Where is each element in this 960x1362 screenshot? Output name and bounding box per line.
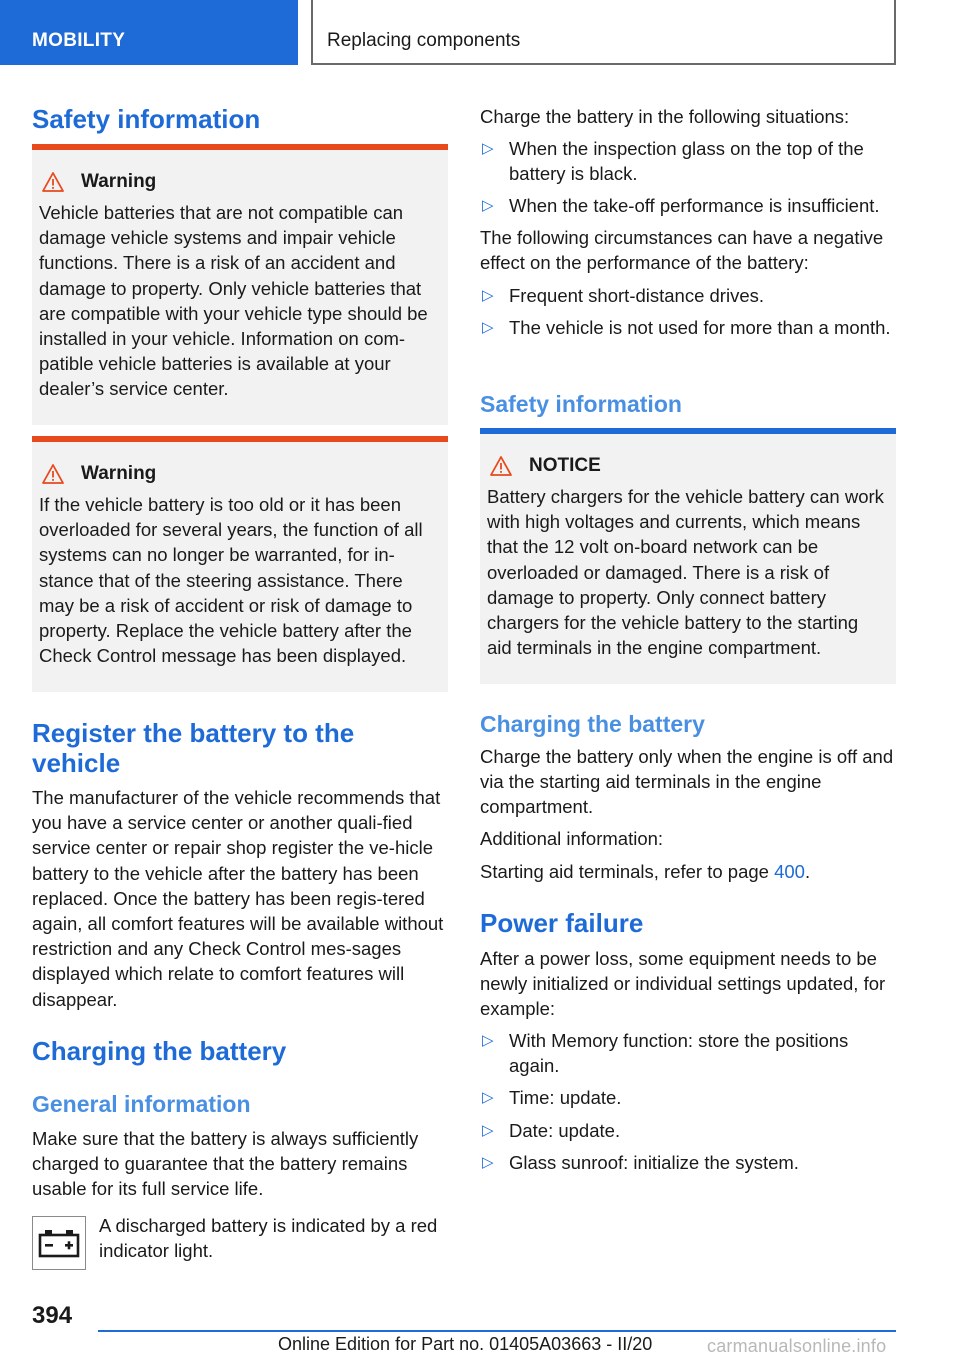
charging-battery-subheading: Charging the battery: [480, 711, 705, 737]
charge-situations-intro: Charge the battery in the following situations:: [480, 106, 850, 127]
circumstances-list: [480, 283, 900, 347]
charging-battery-heading: Charging the battery: [32, 1036, 287, 1066]
notice-text: Battery chargers for the vehicle battery can work with high voltages and currents, which means that the 12 volt on-board network can be overloaded or damaged. There is a risk of damage to property. Only connect battery chargers for the vehicle battery to the starting aid terminals in the engine compartment.: [487, 486, 884, 659]
safety-information-heading: Safety information: [32, 104, 261, 134]
list-item: ▷ Date: update.: [480, 1118, 900, 1143]
safety-information-subheading: Safety information: [480, 391, 682, 417]
list-item: ▷ The vehicle is not used for more than a month.: [480, 315, 900, 340]
footer-divider: [98, 1330, 896, 1332]
charging-battery-text: Charge the battery only when the engine is off and via the starting aid terminals in the engine compartment.: [480, 746, 894, 818]
bullet-triangle-icon: ▷: [482, 1121, 494, 1139]
general-information-text: Make sure that the battery is always sufficiently charged to guarantee that the battery remains usable for its full service life.: [32, 1128, 419, 1200]
warning-box-compatibility: [32, 144, 448, 425]
charge-situations-list: [480, 136, 900, 226]
section-tab-mobility: MOBILITY: [0, 0, 298, 65]
general-information-heading: General information: [32, 1091, 251, 1117]
bullet-triangle-icon: ▷: [482, 1153, 494, 1171]
warning-title: Warning: [39, 462, 440, 486]
power-failure-text: After a power loss, some equipment needs to be newly initialized or individual settings updated, for example:: [480, 948, 886, 1020]
bullet-triangle-icon: ▷: [482, 1089, 494, 1107]
bullet-triangle-icon: ▷: [482, 140, 494, 157]
list-item: ▷ When the inspection glass on the top of the battery is black.: [482, 138, 864, 185]
warning-box-battery-age: [32, 436, 448, 692]
bullet-triangle-icon: ▷: [482, 197, 494, 215]
warning-text: If the vehicle battery is too old or it has been overloaded for several years, the function of all systems can no longer be warranted, for in-stance that of the steering assistance. There may be a risk of accident or risk of damage to property. Replace the vehicle battery after the Check Control message has been displayed.: [39, 494, 423, 667]
register-battery-text: The manufacturer of the vehicle recommends that you have a service center or another quali-fied service center or repair shop register the ve-hicle battery to the vehicle after the battery has been replaced. Once the battery has been regis-tered again, all comfort features will be available without restriction and any Check Control mes-sages displayed which relate to comfort features will disappear.: [32, 787, 444, 1010]
indicator-light-text: A discharged battery is indicated by a red indicator light.: [99, 1215, 438, 1262]
list-item: ▷ When the take-off performance is insufficient.: [480, 193, 900, 218]
chapter-title: Replacing components: [311, 0, 896, 65]
battery-indicator-icon: [32, 1216, 86, 1270]
list-item: ▷ Glass sunroof: initialize the system.: [480, 1150, 900, 1175]
watermark: carmanualsonline.info: [707, 1336, 887, 1356]
bullet-triangle-icon: ▷: [482, 1032, 494, 1049]
warning-text: Vehicle batteries that are not compatible can damage vehicle systems and impair vehicle functions. There is a risk of an accident and damage to property. Only vehicle batteries that are compatible with your vehicle type should be installed in your vehicle. Information on com-patible vehicle batteries is available at your dealer’s service center.: [39, 202, 428, 400]
register-battery-heading: Register the battery to the vehicle: [32, 718, 355, 778]
list-item: ▷ With Memory function: store the positions again.: [482, 1030, 849, 1077]
power-failure-heading: Power failure: [480, 908, 644, 938]
bullet-triangle-icon: ▷: [482, 287, 494, 304]
online-edition-text: Online Edition for Part no. 01405A03663 - II/20: [278, 1334, 653, 1354]
notice-box-battery-chargers: [480, 428, 896, 684]
warning-triangle-icon: [42, 464, 64, 484]
warning-triangle-icon: [490, 456, 512, 476]
list-item: ▷ Frequent short-distance drives.: [480, 283, 900, 308]
warning-title: Warning: [39, 170, 440, 194]
page-reference-link[interactable]: 400: [774, 861, 805, 882]
power-failure-list: [480, 1028, 900, 1182]
bullet-triangle-icon: ▷: [482, 319, 494, 337]
page-reference: Starting aid terminals, refer to page 400.: [480, 861, 811, 882]
additional-information-label: Additional information:: [480, 828, 664, 849]
notice-title: NOTICE: [487, 454, 888, 478]
list-item: ▷ Time: update.: [480, 1085, 900, 1110]
page-number: 394: [32, 1302, 73, 1329]
warning-triangle-icon: [42, 172, 64, 192]
circumstances-intro: The following circumstances can have a negative effect on the performance of the battery:: [480, 227, 884, 274]
